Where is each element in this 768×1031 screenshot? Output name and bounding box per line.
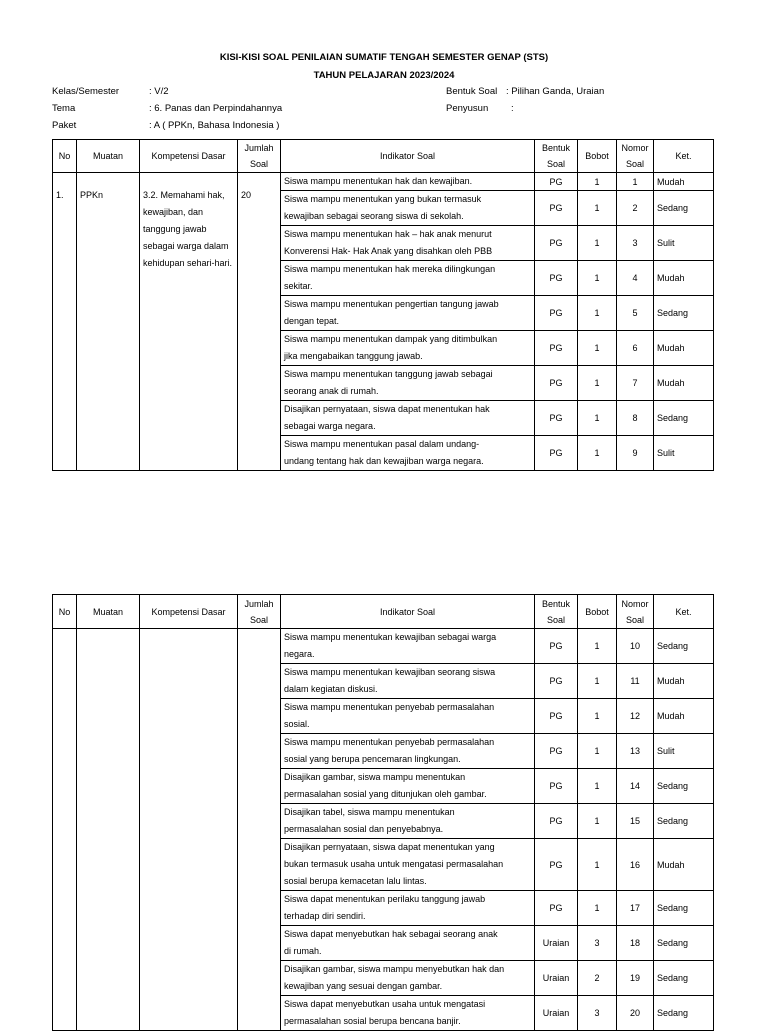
- bentuk-cell: PG: [535, 734, 578, 769]
- ket-cell: Sedang: [654, 961, 714, 996]
- nomor-cell: 10: [617, 629, 654, 664]
- bobot-cell: 1: [578, 629, 617, 664]
- bentuk-cell: PG: [535, 839, 578, 891]
- bobot-cell: 3: [578, 996, 617, 1031]
- bobot-cell: 1: [578, 366, 617, 401]
- header-muatan: Muatan: [77, 140, 140, 173]
- ket-cell: Mudah: [654, 366, 714, 401]
- indikator-cell: Disajikan gambar, siswa mampu menentukan permasalahan sosial yang ditunjukan oleh gambar.: [281, 769, 535, 804]
- indikator-cell: Disajikan pernyataan, siswa dapat menentukan yang bukan termasuk usaha untuk mengatasi permasalahan sosial berupa kemacetan lalu lintas.: [281, 839, 535, 891]
- tema-value: : 6. Panas dan Perpindahannya: [149, 103, 283, 114]
- indikator-cell: Siswa mampu menentukan kewajiban sebagai warga negara.: [281, 629, 535, 664]
- table-header-row: [53, 140, 714, 173]
- table-row: [53, 629, 714, 664]
- bentuk-cell: PG: [535, 366, 578, 401]
- nomor-cell: 4: [617, 261, 654, 296]
- bentuk-cell: PG: [535, 401, 578, 436]
- header-jumlah-soal: Jumlah Soal: [238, 140, 281, 173]
- bentuk-cell: Uraian: [535, 961, 578, 996]
- nomor-cell: 2: [617, 191, 654, 226]
- ket-cell: Mudah: [654, 331, 714, 366]
- indikator-cell: Siswa mampu menentukan hak – hak anak menurut Konverensi Hak- Hak Anak yang disahkan oleh PBB: [281, 226, 535, 261]
- ket-cell: Sedang: [654, 996, 714, 1031]
- bentuk-cell: PG: [535, 191, 578, 226]
- table-body: [53, 629, 714, 1031]
- bentuk-cell: PG: [535, 296, 578, 331]
- bentuk-cell: PG: [535, 261, 578, 296]
- nomor-cell: 11: [617, 664, 654, 699]
- group-kd-empty: [140, 629, 238, 1031]
- indikator-cell: Siswa mampu menentukan yang bukan termasuk kewajiban sebagai seorang siswa di sekolah.: [281, 191, 535, 226]
- penyusun-value: :: [511, 103, 514, 114]
- header-ket: Ket.: [654, 140, 714, 173]
- nomor-cell: 16: [617, 839, 654, 891]
- nomor-cell: 7: [617, 366, 654, 401]
- header-no: No: [53, 595, 77, 629]
- bobot-cell: 1: [578, 664, 617, 699]
- ket-cell: Sedang: [654, 401, 714, 436]
- nomor-cell: 12: [617, 699, 654, 734]
- tema-label: Tema: [52, 103, 76, 114]
- header-bentuk-soal: Bentuk Soal: [535, 140, 578, 173]
- bobot-cell: 1: [578, 804, 617, 839]
- paket-label: Paket: [52, 120, 77, 131]
- indikator-cell: Siswa mampu menentukan hak dan kewajiban.: [281, 173, 535, 191]
- header-kompetensi-dasar: Kompetensi Dasar: [140, 595, 238, 629]
- kisi-table-page2: [52, 594, 714, 1031]
- bentuk-cell: PG: [535, 629, 578, 664]
- bobot-cell: 1: [578, 734, 617, 769]
- penyusun-label: Penyusun: [446, 103, 489, 114]
- ket-cell: Sedang: [654, 191, 714, 226]
- ket-cell: Mudah: [654, 699, 714, 734]
- bobot-cell: 1: [578, 191, 617, 226]
- ket-cell: Sedang: [654, 769, 714, 804]
- bobot-cell: 1: [578, 769, 617, 804]
- group-kompetensi-dasar: 3.2. Memahami hak, kewajiban, dan tanggung jawab sebagai warga dalam kehidupan sehari-hari.: [140, 173, 238, 471]
- bentuk-cell: Uraian: [535, 926, 578, 961]
- bobot-cell: 1: [578, 261, 617, 296]
- ket-cell: Sulit: [654, 226, 714, 261]
- group-no: 1.: [53, 173, 77, 471]
- header-indikator-soal: Indikator Soal: [281, 140, 535, 173]
- header-muatan: Muatan: [77, 595, 140, 629]
- header-no: No: [53, 140, 77, 173]
- bobot-cell: 1: [578, 839, 617, 891]
- group-no-empty: [53, 629, 77, 1031]
- table-row: [53, 173, 714, 191]
- bentuk-cell: PG: [535, 226, 578, 261]
- bobot-cell: 1: [578, 296, 617, 331]
- bobot-cell: 1: [578, 699, 617, 734]
- nomor-cell: 6: [617, 331, 654, 366]
- paket-value: : A ( PPKn, Bahasa Indonesia ): [149, 120, 280, 131]
- kelas-value: : V/2: [149, 86, 169, 97]
- nomor-cell: 14: [617, 769, 654, 804]
- indikator-cell: Siswa dapat menyebutkan usaha untuk mengatasi permasalahan sosial berupa bencana banjir.: [281, 996, 535, 1031]
- kisi-table-page1: [52, 139, 714, 471]
- indikator-cell: Siswa mampu menentukan pengertian tangung jawab dengan tepat.: [281, 296, 535, 331]
- document-subtitle: TAHUN PELAJARAN 2023/2024: [313, 70, 455, 81]
- header-bobot: Bobot: [578, 595, 617, 629]
- bobot-cell: 1: [578, 436, 617, 471]
- bobot-cell: 1: [578, 401, 617, 436]
- nomor-cell: 1: [617, 173, 654, 191]
- indikator-cell: Siswa mampu menentukan pasal dalam undang- undang tentang hak dan kewajiban warga negara.: [281, 436, 535, 471]
- ket-cell: Sulit: [654, 734, 714, 769]
- nomor-cell: 17: [617, 891, 654, 926]
- bobot-cell: 1: [578, 331, 617, 366]
- indikator-cell: Siswa dapat menentukan perilaku tanggung jawab terhadap diri sendiri.: [281, 891, 535, 926]
- group-jumlah-empty: [238, 629, 281, 1031]
- bentuk-cell: PG: [535, 664, 578, 699]
- ket-cell: Sedang: [654, 804, 714, 839]
- indikator-cell: Siswa mampu menentukan kewajiban seorang siswa dalam kegiatan diskusi.: [281, 664, 535, 699]
- indikator-cell: Disajikan pernyataan, siswa dapat menentukan hak sebagai warga negara.: [281, 401, 535, 436]
- indikator-cell: Siswa mampu menentukan penyebab permasalahan sosial.: [281, 699, 535, 734]
- indikator-cell: Siswa mampu menentukan penyebab permasalahan sosial yang berupa pencemaran lingkungan.: [281, 734, 535, 769]
- header-indikator-soal: Indikator Soal: [281, 595, 535, 629]
- header-nomor-soal: Nomor Soal: [617, 140, 654, 173]
- bentuk-cell: PG: [535, 769, 578, 804]
- nomor-cell: 5: [617, 296, 654, 331]
- bobot-cell: 3: [578, 926, 617, 961]
- bentuk-cell: PG: [535, 891, 578, 926]
- ket-cell: Sedang: [654, 629, 714, 664]
- ket-cell: Mudah: [654, 664, 714, 699]
- ket-cell: Sulit: [654, 436, 714, 471]
- bentuk-cell: PG: [535, 331, 578, 366]
- indikator-cell: Siswa dapat menyebutkan hak sebagai seorang anak di rumah.: [281, 926, 535, 961]
- bentuk-cell: PG: [535, 699, 578, 734]
- bobot-cell: 1: [578, 173, 617, 191]
- bentuk-cell: PG: [535, 436, 578, 471]
- header-kompetensi-dasar: Kompetensi Dasar: [140, 140, 238, 173]
- bobot-cell: 2: [578, 961, 617, 996]
- bobot-cell: 1: [578, 226, 617, 261]
- ket-cell: Sedang: [654, 926, 714, 961]
- document-title: KISI-KISI SOAL PENILAIAN SUMATIF TENGAH SEMESTER GENAP (STS): [219, 52, 549, 63]
- nomor-cell: 9: [617, 436, 654, 471]
- bentuk-cell: Uraian: [535, 996, 578, 1031]
- bentuk-soal-value: : Pilihan Ganda, Uraian: [506, 86, 605, 97]
- header-jumlah-soal: Jumlah Soal: [238, 595, 281, 629]
- group-muatan: PPKn: [77, 173, 140, 471]
- nomor-cell: 13: [617, 734, 654, 769]
- ket-cell: Mudah: [654, 839, 714, 891]
- header-bobot: Bobot: [578, 140, 617, 173]
- nomor-cell: 19: [617, 961, 654, 996]
- table-header-row: [53, 595, 714, 629]
- ket-cell: Sedang: [654, 891, 714, 926]
- nomor-cell: 18: [617, 926, 654, 961]
- kelas-label: Kelas/Semester: [52, 86, 120, 97]
- nomor-cell: 3: [617, 226, 654, 261]
- header-nomor-soal: Nomor Soal: [617, 595, 654, 629]
- group-muatan-empty: [77, 629, 140, 1031]
- header-ket: Ket.: [654, 595, 714, 629]
- group-jumlah-soal: 20: [238, 173, 281, 471]
- ket-cell: Sedang: [654, 296, 714, 331]
- bobot-cell: 1: [578, 891, 617, 926]
- nomor-cell: 15: [617, 804, 654, 839]
- indikator-cell: Siswa mampu menentukan tanggung jawab sebagai seorang anak di rumah.: [281, 366, 535, 401]
- bentuk-cell: PG: [535, 173, 578, 191]
- ket-cell: Mudah: [654, 261, 714, 296]
- bentuk-soal-label: Bentuk Soal: [446, 86, 498, 97]
- header-bentuk-soal: Bentuk Soal: [535, 595, 578, 629]
- indikator-cell: Disajikan tabel, siswa mampu menentukan permasalahan sosial dan penyebabnya.: [281, 804, 535, 839]
- indikator-cell: Siswa mampu menentukan hak mereka dilingkungan sekitar.: [281, 261, 535, 296]
- nomor-cell: 8: [617, 401, 654, 436]
- indikator-cell: Disajikan gambar, siswa mampu menyebutkan hak dan kewajiban yang sesuai dengan gambar.: [281, 961, 535, 996]
- indikator-cell: Siswa mampu menentukan dampak yang ditimbulkan jika mengabaikan tanggung jawab.: [281, 331, 535, 366]
- bentuk-cell: PG: [535, 804, 578, 839]
- ket-cell: Mudah: [654, 173, 714, 191]
- nomor-cell: 20: [617, 996, 654, 1031]
